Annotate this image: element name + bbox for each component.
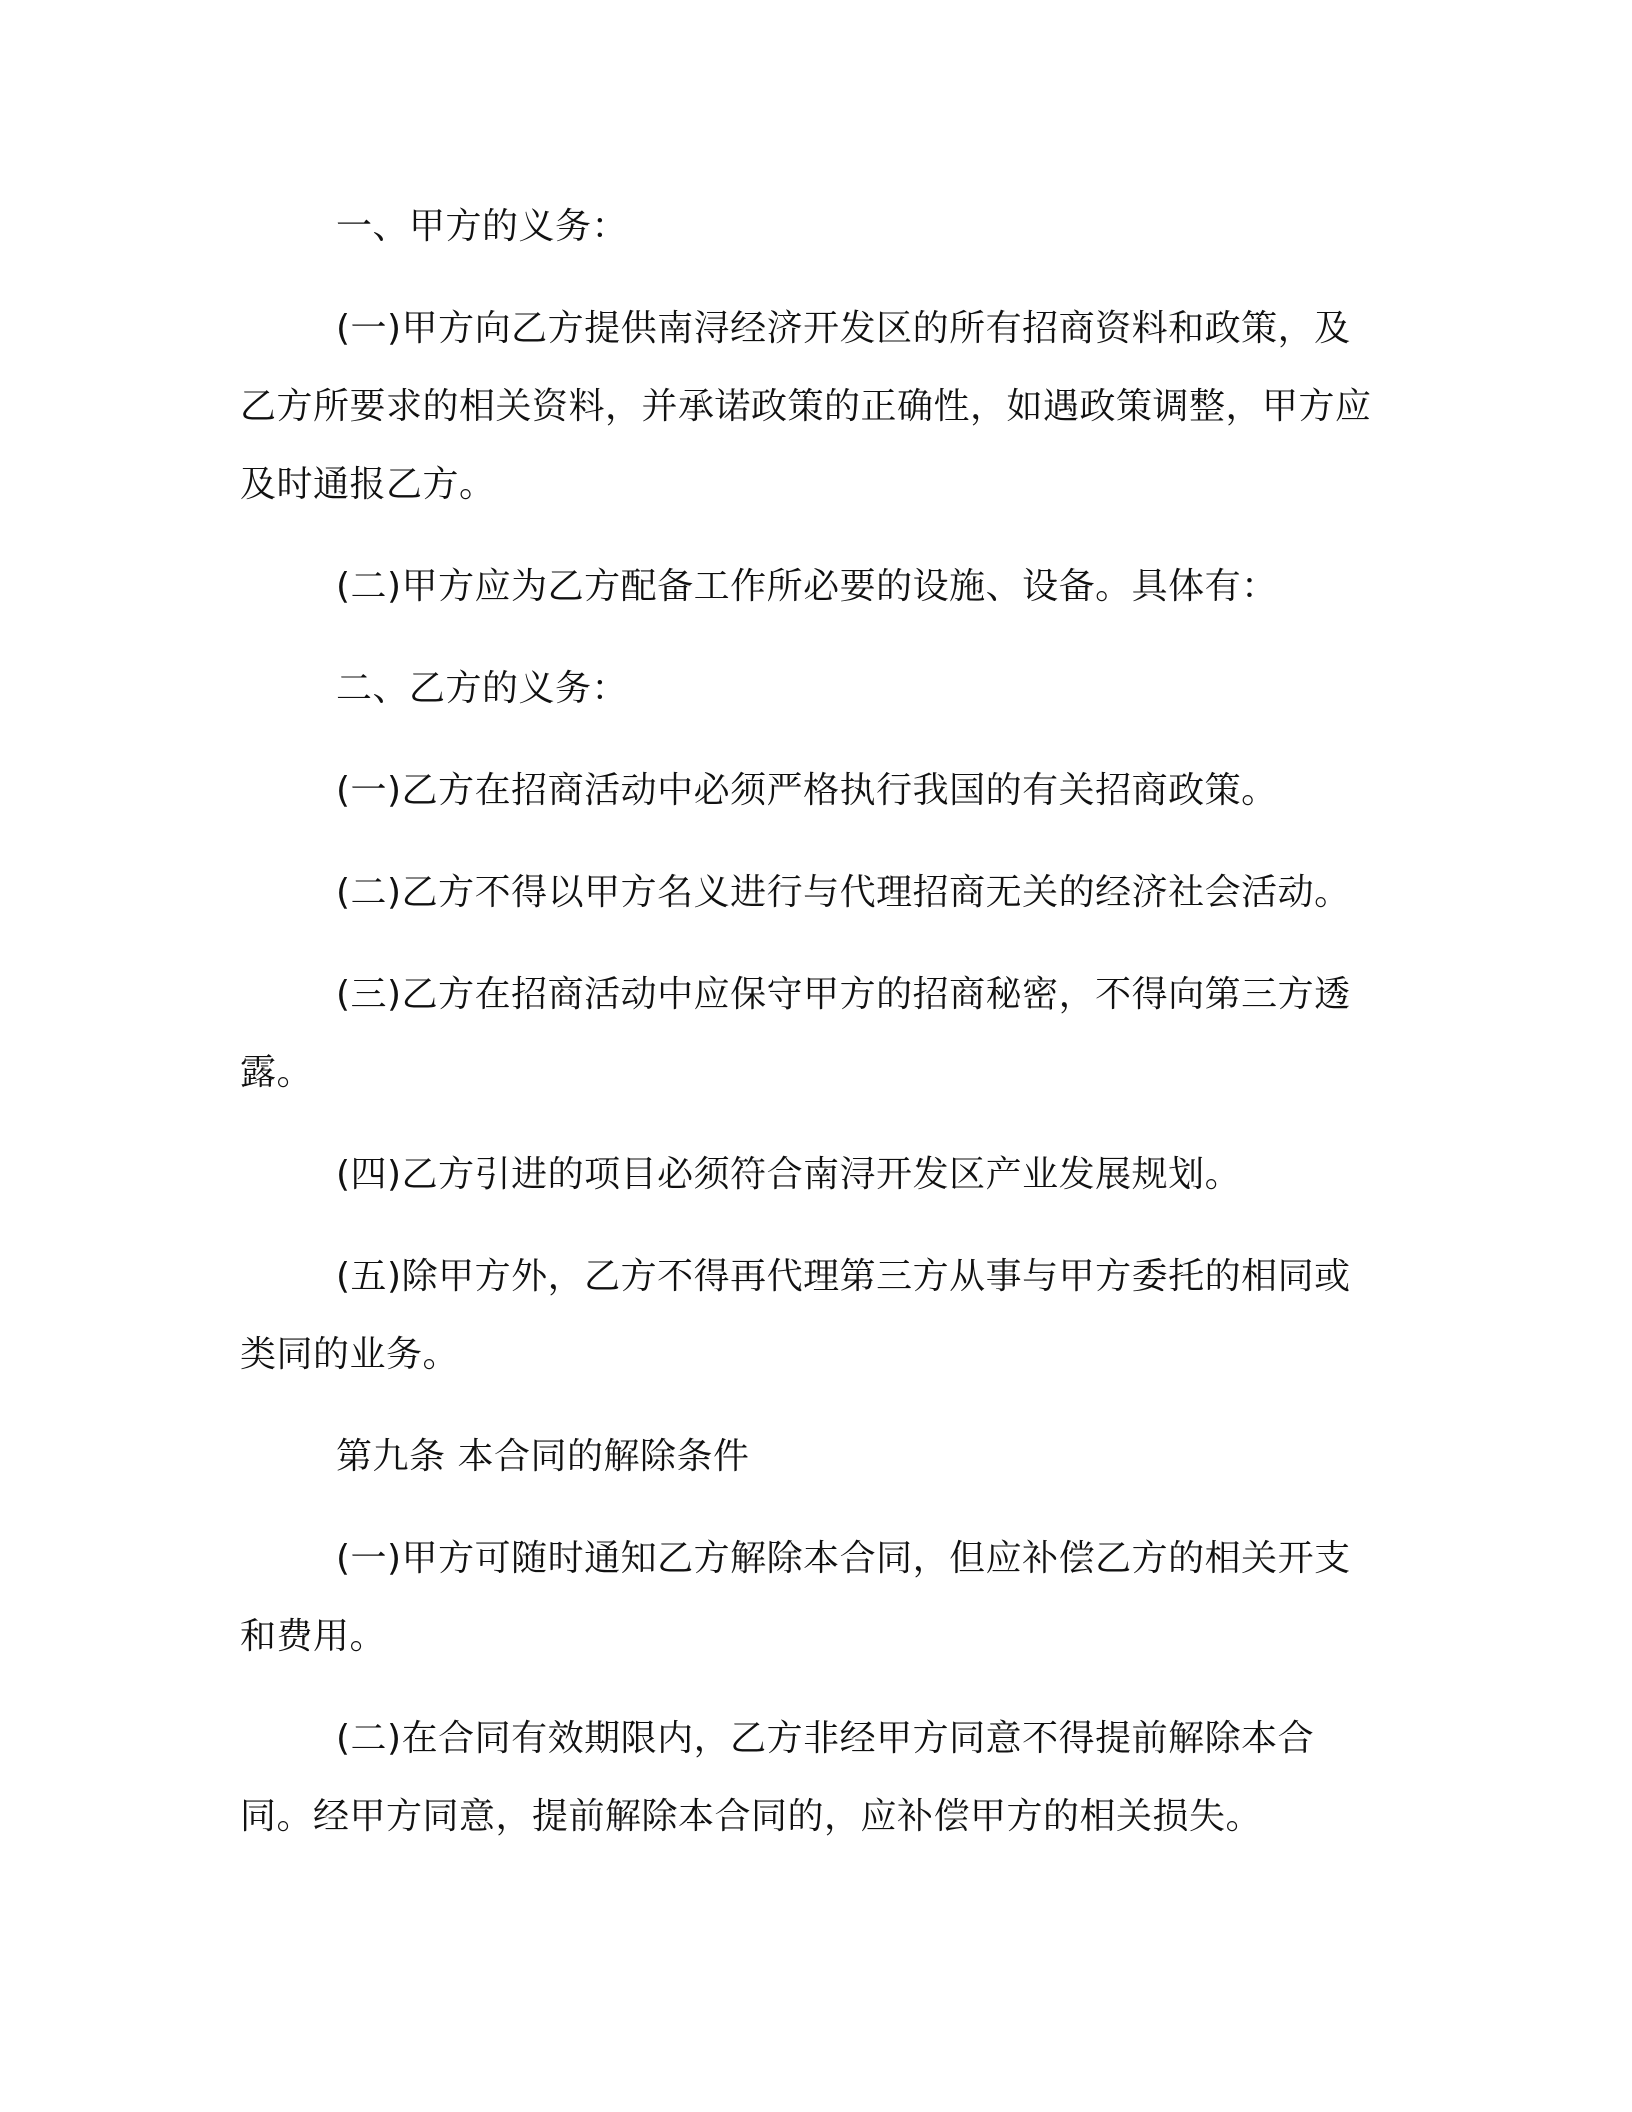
- clause-party-a-2: (二)甲方应为乙方配备工作所必要的设施、设备。具体有：: [336, 566, 1278, 607]
- clause-party-b-1: (一)乙方在招商活动中必须严格执行我国的有关招商政策。: [336, 770, 1278, 811]
- section-heading-party-b-obligations: 二、乙方的义务：: [336, 668, 629, 709]
- clause-party-b-3: (三)乙方在招商活动中应保守甲方的招商秘密，不得向第三方透露。: [240, 974, 1351, 1093]
- document-body: [240, 188, 1380, 1856]
- clause-party-b-4: (四)乙方引进的项目必须符合南浔开发区产业发展规划。: [336, 1154, 1242, 1195]
- section-heading-party-a-obligations: 一、甲方的义务：: [336, 206, 629, 247]
- clause-party-b-2: (二)乙方不得以甲方名义进行与代理招商无关的经济社会活动。: [336, 872, 1351, 913]
- clause-party-b-5: (五)除甲方外，乙方不得再代理第三方从事与甲方委托的相同或类同的业务。: [240, 1256, 1351, 1375]
- termination-clause-2: (二)在合同有效期限内，乙方非经甲方同意不得提前解除本合同。经甲方同意，提前解除本合同的，应补偿甲方的相关损失。: [240, 1718, 1315, 1837]
- article-nine-heading: 第九条 本合同的解除条件: [336, 1436, 750, 1477]
- clause-party-a-1: (一)甲方向乙方提供南浔经济开发区的所有招商资料和政策，及乙方所要求的相关资料，并承诺政策的正确性，如遇政策调整，甲方应及时通报乙方。: [240, 308, 1372, 505]
- termination-clause-1: (一)甲方可随时通知乙方解除本合同，但应补偿乙方的相关开支和费用。: [240, 1538, 1351, 1657]
